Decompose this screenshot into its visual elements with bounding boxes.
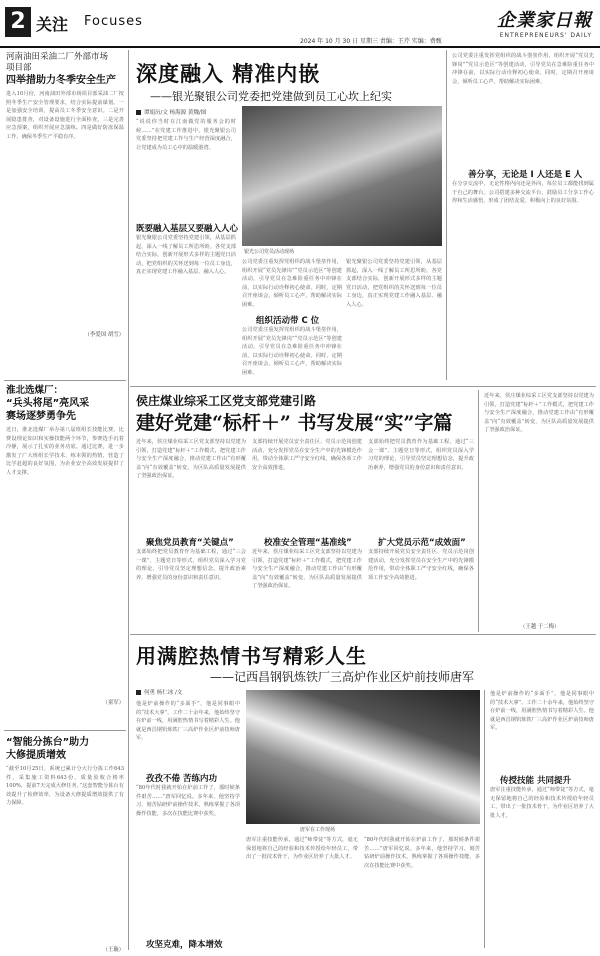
byline-marker-icon bbox=[136, 110, 141, 115]
logo-chinese: 企業家日報 bbox=[497, 10, 592, 31]
right-column-divider bbox=[446, 50, 447, 380]
bottom-section-2: 传授技能 共同提升 bbox=[500, 776, 571, 786]
middle-body-right: 近年来，侯庄煤业综采工区党支部坚持以党建为引领，打造党建“标杆＋”工作模式，把党建工作与安全生产深度融合，推动党建工作由“有形覆盖”向“有效覆盖”转变，为区队高质量发展提供了坚强政治保证。 bbox=[484, 393, 594, 434]
middle-article-kicker: 侯庄煤业综采工区党支部党建引路 bbox=[136, 394, 317, 408]
middle-body-5: 支部始终把党员教育作为基础工程，通过“三会一课”、主题党日等形式，组织党员深入学习党的理论，引导党员坚定理想信念，提升政治素养，增强党员的身份意识和责任意识。 bbox=[368, 439, 474, 471]
bottom-body-right-1: 他是炉前操作的“多面手”，他是同事眼中的“技术大拿”。工作二十余年来，他始终坚守在炉前一线，用满腔热情书写着精彩人生。他就是西昌钢钒炼铁厂三高炉作业区炉前技师唐军。 bbox=[490, 691, 594, 732]
section-title: 关注 bbox=[36, 15, 69, 34]
main-article-byline bbox=[136, 108, 206, 116]
middle-article-sign: （王越 于二梅） bbox=[520, 624, 560, 630]
story1-title-line1: 河南油田采油二厂外部市场 bbox=[6, 52, 109, 62]
bottom-body-3: 唐军注重技能传承，通过“师带徒”等方式，毫无保留地将自己的经验和技术传授给年轻员工，带出了一批技术骨干，为作业区培养了大批人才。 bbox=[246, 837, 358, 861]
bottom-body-2: “80年代时我就开始在炉前工作了，那时候条件艰苦……”唐军回忆说。多年来，他坚持学习，刻苦钻研炉前操作技术，熟练掌握了各项操作技能，多次在技能比赛中获奖。 bbox=[136, 785, 240, 817]
story1-source: （李爱国 胡雪） bbox=[84, 332, 124, 338]
middle-body-6: 支部持续开展党员安全责任区、党员示范岗创建活动，充分发挥党员在安全生产中的先锋模范作用，带动全体职工严守安全红线，确保各项工作安全高效推进。 bbox=[368, 549, 474, 581]
story2-title-line3: 赛场逐梦勇争先 bbox=[6, 411, 76, 422]
middle-body-2: 支部始终把党员教育作为基础工程，通过“三会一课”、主题党日等形式，组织党员深入学习党的理论，引导党员坚定理想信念，提升政治素养，增强党员的身份意识和责任意识。 bbox=[136, 549, 246, 581]
left-story-2 bbox=[6, 384, 124, 706]
bottom-article-subtitle: ——记西昌钢钒炼铁厂三高炉作业区炉前技师唐军 bbox=[210, 670, 475, 684]
middle-right-divider bbox=[478, 390, 479, 632]
main-body-3a: 银光聚银公司党委坚持党建引领，从基层抓起，深入一线了解员工所思所盼。各党支部结合实际，创新开展形式多样的主题党日活动，把党组织的关怀送到每一位员工身边，真正实现党建工作融入基层、融入人心。 bbox=[346, 259, 442, 308]
story1-title-line2: 项目部 bbox=[6, 63, 32, 73]
main-section-3: 善分享，无论是 I 人还是 E 人 bbox=[468, 170, 583, 180]
left-divider-1 bbox=[4, 380, 126, 381]
logo-english: ENTREPRENEURS' DAILY bbox=[499, 32, 592, 39]
main-body-1: 银光聚银公司党委坚持党建引领，从基层抓起，深入一线了解员工所思所盼。各党支部结合实际，创新开展形式多样的主题党日活动，把党组织的关怀送到每一位员工身边，真正实现党建工作融入基层、融入人心。 bbox=[136, 235, 236, 276]
left-story-1 bbox=[6, 52, 124, 338]
story3-title-line1: “智能分拣台”助力 bbox=[6, 737, 90, 748]
bottom-section-1: 孜孜不倦 苦练内功 bbox=[146, 774, 217, 784]
main-body-2a: 公司党委注重发挥党组织的战斗堡垒作用，组织开展“党员先锋岗”“党员示范区”等创建活动，引导党员在急难险重任务中冲锋在前，以实际行动诠释初心使命。同时，定期召开座谈会，倾听员工心声，帮助解决实际困难。 bbox=[242, 259, 342, 308]
middle-section-2: 校准安全管理“基准线” bbox=[264, 538, 352, 548]
middle-section-1: 聚焦党员教育“关键点” bbox=[146, 538, 234, 548]
page-header bbox=[0, 0, 600, 46]
date-line: 2024 年 10 月 30 日 星期三 责编：王芹 实编：费甄 bbox=[300, 38, 442, 45]
bottom-article-title: 用满腔热情书写精彩人生 bbox=[136, 644, 367, 668]
main-body-2b: 公司党委注重发挥党组织的战斗堡垒作用，组织开展“党员先锋岗”“党员示范区”等创建活动，引导党员在急难险重任务中冲锋在前，以实际行动诠释初心使命。同时，定期召开座谈会，倾听员工心声，帮助解决实际困难。 bbox=[242, 327, 342, 376]
middle-article-title: 建好党建“标杆＋” 书写发展“实”字篇 bbox=[136, 412, 453, 434]
byline-marker-icon-2 bbox=[136, 690, 141, 695]
page-number: 2 bbox=[5, 7, 31, 37]
left-column-divider bbox=[128, 50, 129, 950]
left-story-3 bbox=[6, 736, 124, 953]
main-lead: “说说你当时在江南做党的服务会的时候……”在党建工作推进中，银光聚银公司党委坚持把党建工作与生产经营深度融合，让党建成为员工心中的温暖港湾。 bbox=[136, 119, 236, 151]
story3-body: “截至10月25日，系统已累计分大行分拣工作643件，采集施工资料643份，质量验收合格率100%，提前7天完成大修任务。”这套智能分拣台有效提升了检修效率，为设备大修提质增效提供了有力保障。 bbox=[6, 766, 124, 807]
bottom-body-1: 他是炉前操作的“多面手”，他是同事眼中的“技术大拿”。工作二十余年来，他始终坚守在炉前一线，用满腔热情书写着精彩人生。他就是西昌钢钒炼铁厂三高炉作业区炉前技师唐军。 bbox=[136, 701, 240, 742]
newspaper-logo bbox=[497, 6, 592, 39]
section-title-en: Focuses bbox=[84, 14, 143, 29]
middle-section-3: 扩大党员示范“成效面” bbox=[378, 538, 466, 548]
main-article-title: 深度融入 精准内嵌 bbox=[136, 61, 321, 86]
header-rule bbox=[0, 46, 600, 48]
main-photo bbox=[242, 106, 442, 246]
main-body-right-1: 公司党委注重发挥党组织的战斗堡垒作用，组织开展“党员先锋岗”“党员示范区”等创建活动，引导党员在急难险重任务中冲锋在前，以实际行动诠释初心使命。同时，定期召开座谈会，倾听员工心声，帮助解决实际困难。 bbox=[452, 53, 594, 85]
bottom-section-3: 攻坚克难，降本增效 bbox=[146, 940, 223, 950]
bottom-photo-caption: 唐军在工作现场 bbox=[300, 827, 336, 833]
middle-top-rule bbox=[130, 386, 596, 387]
bottom-top-rule bbox=[130, 634, 596, 635]
middle-body-4: 近年来，侯庄煤业综采工区党支部坚持以党建为引领，打造党建“标杆＋”工作模式，把党建工作与安全生产深度融合，推动党建工作由“有形覆盖”向“有效覆盖”转变，为区队高质量发展提供了坚强政治保证。 bbox=[252, 549, 362, 590]
story2-body: 近日，淮北选煤厂举办第八届班组长技能比赛。比赛设理论知识和实操技能两个环节，参赛选手沉着冷静，展示了扎实的业务功底。通过比赛，进一步激发了广大班组长学技术、练本领的热情，营造了比学赶超的良好氛围，为企业安全高效发展提供了人才支撑。 bbox=[6, 427, 124, 476]
bottom-body-4: “80年代时我就开始在炉前工作了，那时候条件艰苦……”唐军回忆说。多年来，他坚持学习，刻苦钻研炉前操作技术，熟练掌握了各项操作技能，多次在技能比赛中获奖。 bbox=[364, 837, 480, 869]
bottom-body-right-2: 唐军注重技能传承，通过“师带徒”等方式，毫无保留地将自己的经验和技术传授给年轻员工，带出了一批技术骨干，为作业区培养了大批人才。 bbox=[490, 787, 594, 819]
story3-title-line2: 大修提质增效 bbox=[6, 750, 66, 761]
bottom-article-byline bbox=[136, 688, 182, 696]
story2-title-line2: “兵头将尾”亮风采 bbox=[6, 398, 90, 409]
main-photo-caption: 银光公司党员活动现场 bbox=[244, 249, 295, 255]
story1-body: 进入10月份，河南油田外部市场项目部采油二厂按照冬季生产安全管理要求，结合实际提前谋划。一是加强安全培训，提高员工冬季安全意识。二是开展隐患排查，对设备设施进行全面检查。三是完善应急预案，组织开展应急演练。四是做好防冻保温工作，确保冬季生产平稳有序。 bbox=[6, 91, 124, 140]
bottom-photo bbox=[246, 690, 480, 824]
story1-title-main: 四举措助力冬季安全生产 bbox=[6, 75, 116, 86]
bottom-right-divider bbox=[484, 690, 485, 948]
middle-body-1: 近年来，侯庄煤业综采工区党支部坚持以党建为引领，打造党建“标杆＋”工作模式，把党建工作与安全生产深度融合，推动党建工作由“有形覆盖”向“有效覆盖”转变，为区队高质量发展提供了坚强政治保证。 bbox=[136, 439, 246, 480]
story2-title-line1: 淮北选煤厂： bbox=[6, 385, 64, 396]
bottom-byline-text: 何勇 杨仁冰 /文 bbox=[144, 690, 183, 696]
main-body-right-2: 在分享交流中，无论性格内向还是外向，每位员工都能找到属于自己的舞台。公司搭建多种交流平台，鼓励员工分享工作心得和生活感悟，形成了团结友爱、积极向上的良好氛围。 bbox=[452, 181, 594, 205]
main-article-subtitle: ——银光聚银公司党委把党建做到员工心坎上纪实 bbox=[150, 90, 392, 103]
main-section-1: 既要融入基层又要融入人心 bbox=[136, 224, 239, 234]
main-section-2: 组织活动带 C 位 bbox=[256, 316, 320, 326]
left-divider-2 bbox=[4, 730, 126, 731]
main-byline-text: 谭娟历/文 杨海源 黄魏/图 bbox=[144, 110, 207, 116]
story2-source: （童军） bbox=[102, 700, 124, 706]
story3-source: （王璇） bbox=[102, 947, 124, 953]
middle-body-3: 支部持续开展党员安全责任区、党员示范岗创建活动，充分发挥党员在安全生产中的先锋模范作用，带动全体职工严守安全红线，确保各项工作安全高效推进。 bbox=[252, 439, 362, 471]
